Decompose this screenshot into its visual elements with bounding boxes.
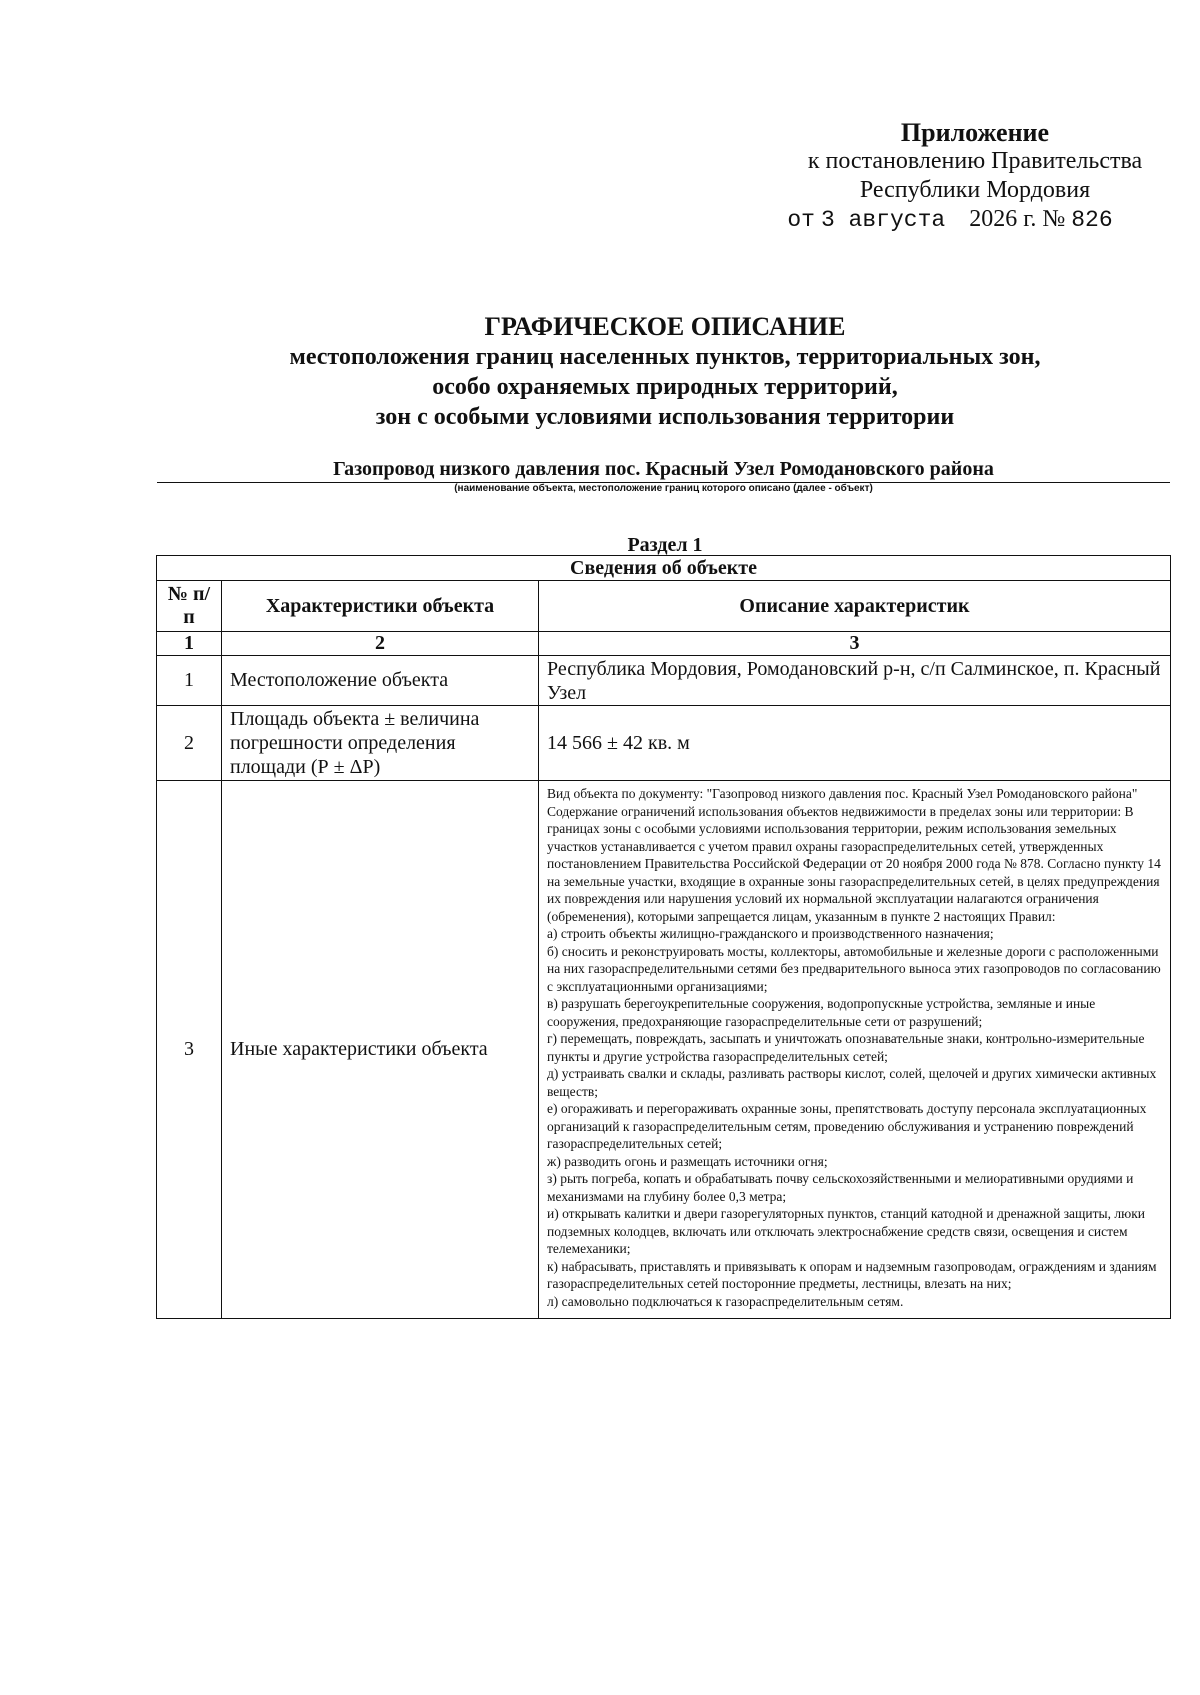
- description-line: б) сносить и реконструировать мосты, коллекторы, автомобильные и железные дороги с расположенными на них газораспределительными сетями без предварительного выноса этих газопроводов по согласованию с эксплуатационными организациями;: [547, 943, 1161, 994]
- description-line: к) набрасывать, приставлять и привязывать к опорам и надземным газопроводам, ограждениям и зданиям газораспределительных сетей посторонние предметы, лестницы, влезать на них;: [547, 1258, 1157, 1291]
- row-description: Республика Мордовия, Ромодановский р-н, с/п Салминское, п. Красный Узел: [539, 656, 1171, 706]
- table-row: [157, 781, 1171, 1319]
- row-characteristic: Иные характеристики объекта: [222, 781, 539, 1319]
- number-label: №: [1042, 206, 1066, 232]
- table-row: [157, 706, 1171, 781]
- description-line: д) устраивать свалки и склады, разливать растворы кислот, солей, щелочей и других химически активных веществ;: [547, 1066, 1157, 1099]
- date-prefix: от: [787, 207, 815, 233]
- index-cell-3: 3: [539, 632, 1171, 656]
- section-title: Раздел 1: [627, 534, 703, 556]
- header-characteristic: Характеристики объекта: [222, 581, 539, 632]
- document-title: [150, 312, 1180, 432]
- table-caption: Сведения об объекте: [157, 556, 1171, 581]
- description-line: Вид объекта по документу: "Газопровод низкого давления пос. Красный Узел Ромодановского района": [547, 786, 1138, 801]
- header-description: Описание характеристик: [539, 581, 1171, 632]
- annex-line-2: Республики Мордовия: [859, 177, 1091, 203]
- row-description-long: [539, 781, 1171, 1319]
- index-cell-1: 1: [157, 632, 222, 656]
- index-cell-2: 2: [222, 632, 539, 656]
- object-info-table: [156, 555, 1171, 1319]
- row-characteristic: Местоположение объекта: [222, 656, 539, 706]
- row-number: 1: [157, 656, 222, 706]
- table-index-row: [157, 632, 1171, 656]
- table-row: [157, 656, 1171, 706]
- description-line: з) рыть погреба, копать и обрабатывать почву сельскохозяйственными и мелиоративными орудиями и механизмами на глубину более 0,3 метра;: [547, 1171, 1134, 1204]
- row-description: 14 566 ± 42 кв. м: [539, 706, 1171, 781]
- description-line: Содержание ограничений использования объектов недвижимости в пределах зоны или территории: В границах зоны с особыми условиями использования территории, режим использования земельных участков устанавливается с учетом правил охраны газораспределительных сетей, утвержденных постановлением Правительства Российской Федерации от 20 ноября 2000 года № 878. Согласно пункту 14 на земельные участки, входящие в охранные зоны газораспределительных сетей, в целях предупреждения их повреждения или нарушения условий их нормальной эксплуатации налагаются ограничения (обременения), которыми запрещается лицам, указанным в пункте 2 настоящих Правил:: [547, 803, 1161, 924]
- object-name-hint: (наименование объекта, местоположение границ которого описано (далее - объект): [454, 483, 873, 494]
- date-year: 2026 г.: [969, 206, 1037, 232]
- row-number: 3: [157, 781, 222, 1319]
- description-line: и) открывать калитки и двери газорегуляторных пунктов, станций катодной и дренажной защиты, люки подземных колодцев, включать или отключать электроснабжение средств связи, освещения и систем телемеханики;: [547, 1206, 1145, 1256]
- object-name: Газопровод низкого давления пос. Красный Узел Ромодановского района: [157, 458, 1170, 483]
- title-line-3: зон с особыми условиями использования территории: [375, 404, 955, 430]
- description-line: г) перемещать, повреждать, засыпать и уничтожать опознавательные знаки, контрольно-измерительные пункты и другие устройства газораспределительных сетей;: [547, 1031, 1145, 1064]
- description-line: л) самовольно подключаться к газораспределительным сетям.: [547, 1293, 904, 1309]
- title-line-1: местоположения границ населенных пунктов, территориальных зон,: [289, 344, 1041, 370]
- annex-date-line: [725, 205, 1175, 235]
- title-line-2: особо охраняемых природных территорий,: [432, 374, 898, 400]
- annex-line-1: к постановлению Правительства: [807, 148, 1143, 174]
- description-line: а) строить объекты жилищно-гражданского и производственного назначения;: [547, 926, 994, 941]
- row-characteristic: Площадь объекта ± величина погрешности определения площади (Р ± ΔР): [222, 706, 539, 781]
- description-line: в) разрушать берегоукрепительные сооружения, водопропускные устройства, земляные и иные сооружения, предохраняющие газораспределительные сети от разрушений;: [547, 996, 1096, 1029]
- annex-title: Приложение: [900, 118, 1050, 147]
- table-caption-row: [157, 556, 1171, 581]
- title-main: ГРАФИЧЕСКОЕ ОПИСАНИЕ: [484, 312, 846, 341]
- header-number: № п/п: [157, 581, 222, 632]
- description-line: ж) разводить огонь и размещать источники огня;: [547, 1153, 828, 1169]
- decree-number: 826: [1071, 207, 1113, 233]
- table-header-row: [157, 581, 1171, 632]
- row-number: 2: [157, 706, 222, 781]
- date-day-month: 3 августа: [820, 207, 946, 233]
- annex-header: [735, 118, 1175, 235]
- description-line: е) огораживать и перегораживать охранные зоны, препятствовать доступу персонала эксплуатационных организаций к газораспределительным сетям, проведению обслуживания и устранению повреждений газораспределительных сетей;: [547, 1101, 1147, 1151]
